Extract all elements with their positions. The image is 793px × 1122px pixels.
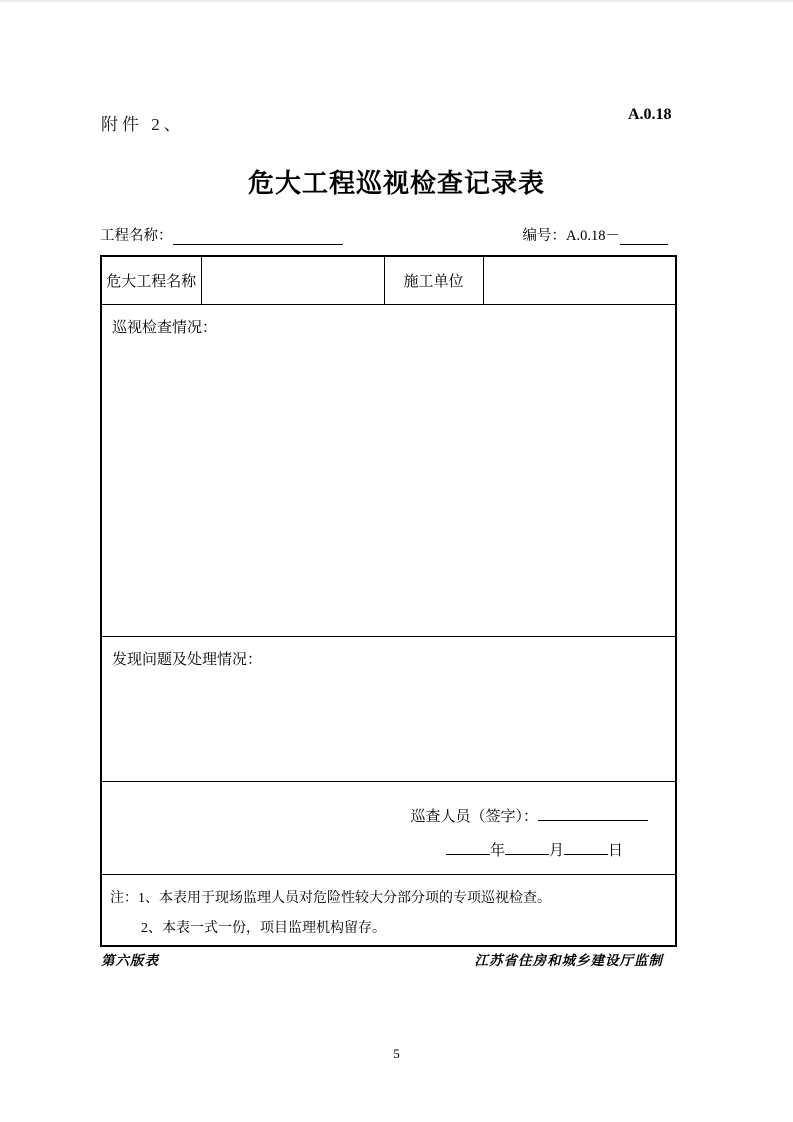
year-label: 年 xyxy=(489,842,505,859)
problems-section-cell xyxy=(101,636,676,781)
day-label: 日 xyxy=(607,842,623,859)
notes-cell xyxy=(101,874,676,946)
page-footer xyxy=(101,949,663,969)
note-2-text: 2、本表一式一份，项目监理机构留存。 xyxy=(141,920,386,936)
note-line-1 xyxy=(110,884,667,914)
table-row-signature xyxy=(101,781,676,874)
project-name-blank xyxy=(173,228,343,245)
table-row-inspection xyxy=(101,304,676,636)
form-header-line xyxy=(100,223,675,245)
danger-project-name-field xyxy=(201,256,384,304)
construction-unit-field xyxy=(483,256,676,304)
form-number-group xyxy=(523,224,675,245)
project-name-group xyxy=(100,224,343,245)
page-number: 5 xyxy=(393,1046,400,1061)
footer-authority-label: 江苏省住房和城乡建设厅监制 xyxy=(474,953,663,968)
form-code: A.0.18 xyxy=(628,106,672,123)
danger-project-name-label: 危大工程名称 xyxy=(101,256,201,304)
problems-section-label: 发现问题及处理情况： xyxy=(112,651,263,668)
inspection-section-label: 巡视检查情况： xyxy=(112,319,218,336)
construction-unit-label: 施工单位 xyxy=(384,256,483,304)
attachment-label: 附件 2、 xyxy=(101,115,185,134)
month-blank xyxy=(505,838,549,855)
footer-edition-label: 第六版表 xyxy=(101,953,159,968)
day-blank xyxy=(564,838,608,855)
signature-cell xyxy=(101,781,676,874)
inspector-signature-line xyxy=(102,800,648,834)
note-line-2 xyxy=(110,914,667,944)
form-number-label: 编号：A.0.18－ xyxy=(522,228,620,244)
table-row-problems xyxy=(101,636,676,781)
inspector-signature-blank xyxy=(538,804,648,821)
record-form-table xyxy=(100,255,677,947)
table-row-header xyxy=(101,256,676,304)
year-blank xyxy=(446,838,490,855)
inspector-signature-label: 巡查人员（签字）： xyxy=(410,808,538,825)
notes-prefix: 注： xyxy=(110,890,138,906)
note-1-text: 1、本表用于现场监理人员对危险性较大分部分项的专项巡视检查。 xyxy=(138,890,551,906)
page-title: 危大工程巡视检查记录表 xyxy=(247,168,545,198)
month-label: 月 xyxy=(548,842,564,859)
project-name-label: 工程名称： xyxy=(100,228,173,244)
form-number-blank xyxy=(620,228,668,245)
inspection-section-cell xyxy=(101,304,676,636)
table-row-notes xyxy=(101,874,676,946)
date-line xyxy=(102,834,623,868)
